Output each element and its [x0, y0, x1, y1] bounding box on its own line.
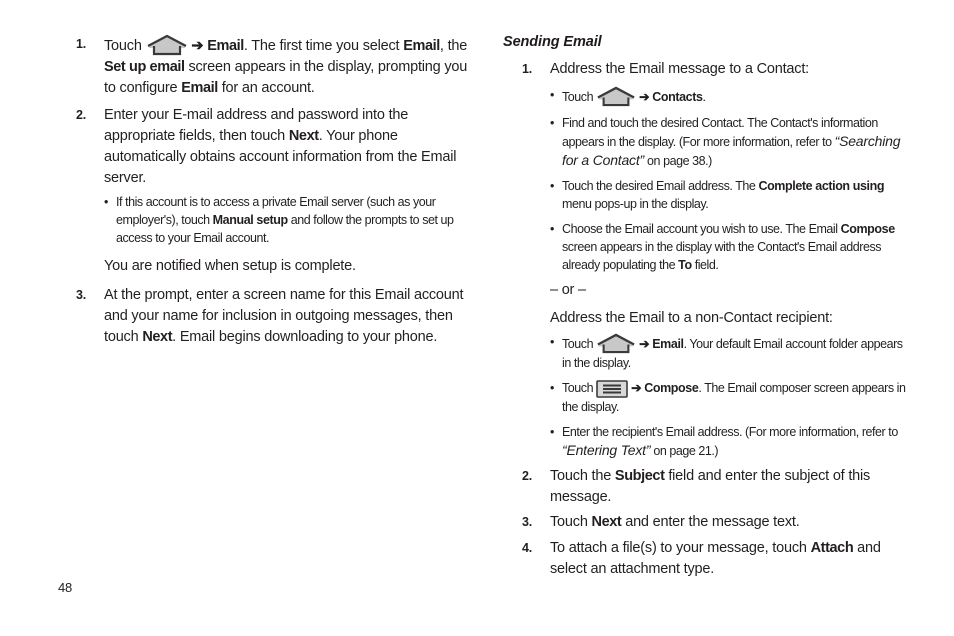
bullet-list: [550, 86, 913, 274]
left-step-3: [76, 285, 468, 348]
step-number: 4.: [522, 541, 533, 555]
bullet-list: [104, 193, 468, 247]
step-number: 2.: [522, 469, 533, 483]
step-number: 2.: [76, 108, 87, 122]
bullet-list: [550, 333, 913, 460]
section-heading: Sending Email: [503, 34, 602, 50]
step-text: Enter your E-mail address and password into the appropriate fields, then touch Next. Your phone automatically obtains account information from the Email server.: [104, 107, 457, 186]
arrow-icon: ➔: [631, 381, 642, 395]
bullet-item: • If this account is to access a private Email server (such as your employer's), touch Manual setup and follow the prompts to set up access to your Email account.: [104, 193, 468, 247]
step-text: Address the Email message to a Contact:: [550, 61, 809, 77]
home-icon: [596, 333, 636, 354]
left-column: [76, 34, 468, 348]
bullet-item: • Touch the desired Email address. The Complete action using menu pops-up in the display.: [550, 177, 913, 213]
step-text: Touch the Subject field and enter the subject of this message.: [550, 468, 871, 505]
page-number: 48: [58, 580, 73, 595]
arrow-icon: ➔: [639, 90, 650, 104]
bullet-item: • Find and touch the desired Contact. The Contact's information appears in the display. (For more information, refer to “Searching for a Contact” on page 38.): [550, 114, 913, 170]
step-text: Touch Next and enter the message text.: [550, 514, 800, 530]
bullet-item: • Enter the recipient's Email address. (For more information, refer to “Entering Text” on page 21.): [550, 423, 913, 460]
home-icon: [146, 34, 188, 56]
step-text: To attach a file(s) to your message, touch Attach and select an attachment type.: [550, 540, 881, 577]
step-number: 1.: [522, 62, 533, 76]
right-step-1: [522, 59, 913, 460]
right-column: [503, 34, 913, 580]
home-icon: [596, 86, 636, 107]
right-step-3: [522, 512, 913, 533]
right-step-4: [522, 538, 913, 580]
bullet-item: • Choose the Email account you wish to use. The Email Compose screen appears in the display with the Contact's Email address already populating the To field.: [550, 220, 913, 274]
arrow-icon: ➔: [191, 38, 204, 54]
step-text: At the prompt, enter a screen name for this Email account and your name for inclusion in outgoing messages, then touch Next. Email begins downloading to your phone.: [104, 287, 464, 345]
left-step-1: [76, 34, 468, 99]
arrow-icon: ➔: [639, 337, 650, 351]
or-separator: – or –: [550, 282, 586, 298]
step-text: Touch ➔ Email. The first time you select Email, the Set up email screen appears in the display, prompting you to configure Email for an account.: [104, 34, 468, 99]
right-step-2: [522, 466, 913, 508]
step-number: 1.: [76, 37, 87, 51]
bullet-item: • Touch ➔ Contacts.: [550, 86, 913, 107]
step-alt-text: Address the Email to a non-Contact recipient:: [550, 310, 833, 326]
menu-icon: [596, 380, 628, 398]
left-step-2: [76, 105, 468, 277]
setup-complete-note: You are notified when setup is complete.: [104, 258, 356, 274]
bullet-item: • Touch ➔ Email. Your default Email account folder appears in the display.: [550, 333, 913, 372]
step-number: 3.: [76, 288, 87, 302]
step-number: 3.: [522, 515, 533, 529]
bullet-item: • Touch ➔ Compose. The Email composer screen appears in the display.: [550, 379, 913, 416]
